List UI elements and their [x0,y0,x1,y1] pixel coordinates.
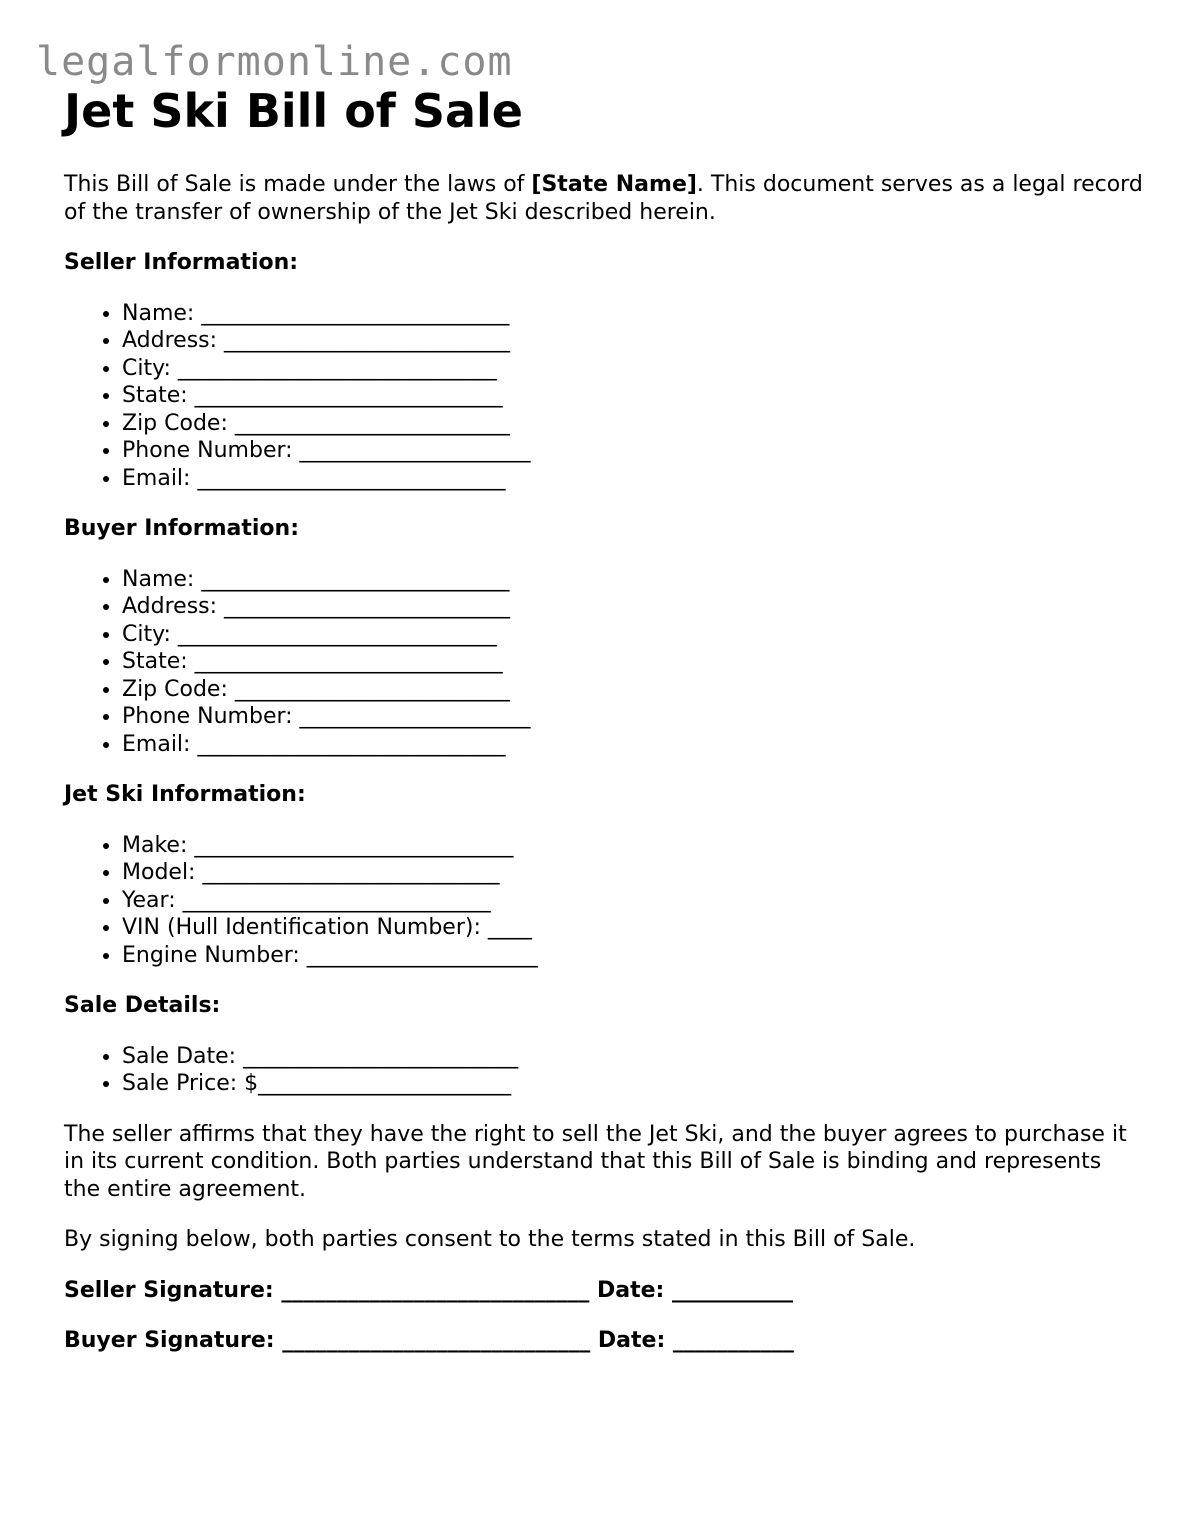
field-label: Zip Code: [122,410,228,436]
blank-line: _____________________________ [170,355,497,381]
blank-line: _____________________________ [170,621,497,647]
blank-line: ____________________________ [190,465,506,491]
intro-text-after: . This document serves as a legal record of the transfer of ownership of the Jet Ski described herein. [64,172,1143,225]
blank-line: _____________________ [299,942,538,968]
seller-information-heading: Seller Information: [64,250,299,275]
seller-signature-label: Seller Signature: [64,1277,274,1303]
seller-signature-blank: ____________________________ [273,1277,597,1303]
blank-line: _________________________ [227,410,510,436]
blank-line: ___________________________ [195,860,500,885]
blank-line: $_______________________ [237,1071,512,1096]
blank-line: ____________________________ [190,731,506,757]
field-label: Model: [122,860,196,885]
blank-line: ____________________________ [187,383,503,408]
field-label: Phone Number: [122,438,293,463]
buyer-city-field [122,621,1144,649]
field-label: Address: [122,328,218,353]
field-label: Email: [122,731,191,757]
sale-date-field [122,1043,1144,1071]
buyer-information-heading: Buyer Information: [64,516,299,541]
field-label: Phone Number: [122,704,293,729]
blank-line: _________________________ [227,676,510,702]
field-label: Name: [122,566,195,592]
jet-ski-year-field [122,887,1144,915]
buyer-address-field [122,593,1144,621]
field-label: VIN (Hull Identification Number): [122,915,481,940]
jet-ski-model-field [122,859,1144,887]
page-title: Jet Ski Bill of Sale [64,84,523,138]
jet-ski-vin-field [122,914,1144,942]
seller-zip-field [122,410,1144,438]
intro-text-before: This Bill of Sale is made under the laws of [64,172,532,197]
buyer-fields-list [64,566,1144,759]
field-label: Address: [122,594,218,619]
consent-paragraph: By signing below, both parties consent to the terms stated in this Bill of Sale. [64,1227,916,1252]
buyer-signature-line [64,1327,1144,1355]
blank-line: _____________________________ [187,832,514,858]
jet-ski-information-heading: Jet Ski Information: [64,782,306,807]
intro-paragraph [64,171,1144,226]
sale-fields-list [64,1043,1144,1098]
seller-signature-line [64,1277,1144,1305]
blank-line: _____________________ [292,438,531,463]
blank-line: __________________________ [217,594,511,619]
sale-price-field [122,1070,1144,1098]
blank-line: _____________________ [292,704,531,729]
buyer-phone-field [122,703,1144,731]
field-label: State: [122,649,188,674]
field-label: Sale Date: [122,1043,237,1069]
field-label: City: [122,355,171,381]
field-label: Zip Code: [122,676,228,702]
buyer-signature-blank: ____________________________ [274,1328,598,1353]
jet-ski-engine-number-field [122,942,1144,970]
field-label: Make: [122,832,188,858]
jet-ski-make-field [122,832,1144,860]
blank-line: __________________________ [217,328,511,353]
buyer-zip-field [122,676,1144,704]
document [64,82,1144,1355]
blank-line: ____________________________ [194,300,510,326]
jet-ski-fields-list [64,832,1144,970]
seller-name-field [122,300,1144,328]
buyer-state-field [122,648,1144,676]
seller-city-field [122,355,1144,383]
buyer-email-field [122,731,1144,759]
blank-line: _________________________ [236,1043,519,1069]
field-label: State: [122,383,188,408]
buyer-name-field [122,566,1144,594]
seller-state-field [122,382,1144,410]
field-label: Email: [122,465,191,491]
seller-fields-list [64,300,1144,493]
watermark: legalformonline.com [36,39,513,85]
blank-line: ____ [480,915,532,940]
seller-date-blank: ___________ [664,1277,794,1303]
field-label: Sale Price: [122,1071,238,1096]
blank-line: ____________________________ [187,649,503,674]
buyer-date-blank: ___________ [665,1328,794,1353]
buyer-date-label: Date: [597,1328,666,1353]
field-label: Engine Number: [122,942,300,968]
seller-phone-field [122,437,1144,465]
buyer-signature-label: Buyer Signature: [64,1328,275,1353]
field-label: Year: [122,887,176,913]
affirmation-paragraph: The seller affirms that they have the right to sell the Jet Ski, and the buyer agrees to purchase it in its current condition. Both parties understand that this Bill of Sale is binding and represents the entire agreement. [64,1121,1127,1202]
blank-line: ____________________________ [194,566,510,592]
sale-details-heading: Sale Details: [64,993,221,1018]
seller-email-field [122,465,1144,493]
blank-line: ____________________________ [175,887,491,913]
seller-date-label: Date: [597,1277,665,1303]
state-name-placeholder: [State Name] [531,172,697,197]
field-label: Name: [122,300,195,326]
seller-address-field [122,327,1144,355]
field-label: City: [122,621,171,647]
